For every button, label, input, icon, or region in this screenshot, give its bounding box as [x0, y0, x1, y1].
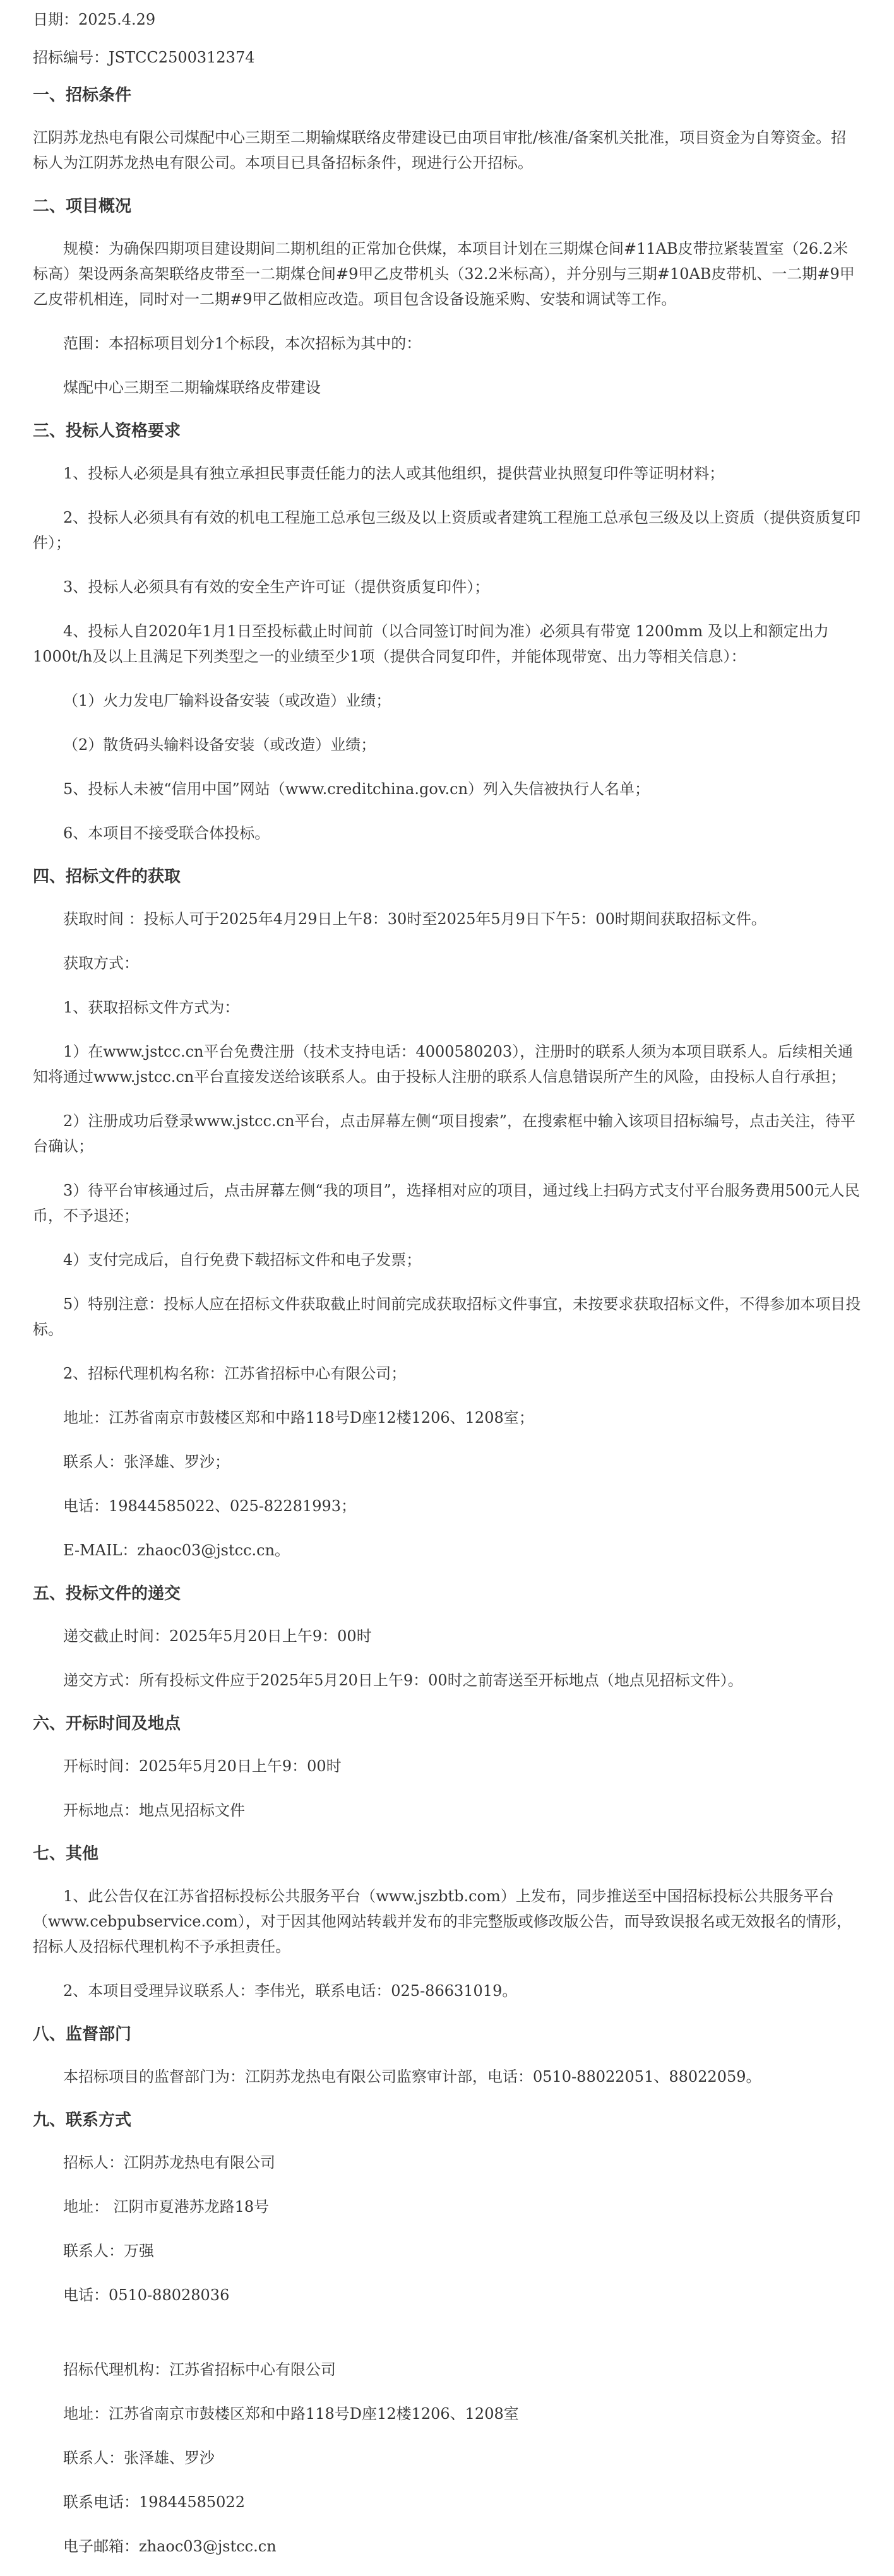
- acquisition-method-title: 获取方式：: [63, 954, 139, 972]
- contact-agency-name: 招标代理机构：江苏省招标中心有限公司: [63, 2361, 336, 2378]
- qualification-item: 5、投标人未被“信用中国”网站（www.creditchina.gov.cn）列入失信被执行人名单；: [63, 780, 650, 798]
- section-title-document-acquisition: 四、招标文件的获取: [33, 867, 181, 886]
- qualification-item: 1、投标人必须是具有独立承担民事责任能力的法人或其他组织，提供营业执照复印件等证明材料；: [63, 465, 725, 482]
- agency-email: E-MAIL：zhaoc03@jstcc.cn。: [63, 1541, 290, 1559]
- project-lot-name: 煤配中心三期至二期输煤联络皮带建设: [63, 379, 321, 396]
- contact-spacer: [33, 2327, 861, 2357]
- qualification-subitem: （2）散货码头输料设备安装（或改造）业绩；: [63, 736, 376, 754]
- qualification-item: 2、投标人必须具有有效的机电工程施工总承包三级及以上资质或者建筑工程施工总承包三级及以上资质（提供资质复印件）；: [33, 509, 861, 552]
- submission-deadline: 递交截止时间：2025年5月20日上午9：00时: [63, 1627, 372, 1645]
- acquisition-step: 1）在www.jstcc.cn平台免费注册（技术支持电话：4000580203），注册时的联系人须为本项目联系人。后续相关通知将通过www.jstcc.cn平台直接发送给该联系人。由于投标人注册的联系人信息错误所产生的风险，由投标人自行承担；: [33, 1043, 854, 1086]
- qualification-item: 4、投标人自2020年1月1日至投标截止时间前（以合同签订时间为准）必须具有带宽 1200mm 及以上和额定出力1000t/h及以上且满足下列类型之一的业绩至少1项（提供合同复印件，并能体现带宽、出力等相关信息）：: [33, 622, 829, 665]
- section-title-bidder-qualifications: 三、投标人资格要求: [33, 422, 181, 441]
- agency-contact: 联系人：张泽雄、罗沙；: [63, 1453, 230, 1471]
- contact-agency-email: 电子邮箱：zhaoc03@jstcc.cn: [63, 2537, 277, 2555]
- section-title-bid-opening: 六、开标时间及地点: [33, 1714, 181, 1733]
- bid-conditions-text: 江阴苏龙热电有限公司煤配中心三期至二期输煤联络皮带建设已由项目审批/核准/备案机关批准，项目资金为自筹资金。招标人为江阴苏龙热电有限公司。本项目已具备招标条件，现进行公开招标。: [33, 129, 847, 172]
- submission-method: 递交方式：所有投标文件应于2025年5月20日上午9：00时之前寄送至开标地点（地点见招标文件）。: [63, 1671, 743, 1689]
- tenderer-contact: 联系人：万强: [63, 2242, 154, 2260]
- section-title-bid-submission: 五、投标文件的递交: [33, 1584, 181, 1603]
- contact-agency-contact: 联系人：张泽雄、罗沙: [63, 2449, 215, 2467]
- opening-time: 开标时间：2025年5月20日上午9：00时: [63, 1757, 342, 1775]
- supervision-text: 本招标项目的监督部门为：江阴苏龙热电有限公司监察审计部，电话：0510-88022051、88022059。: [63, 2068, 761, 2086]
- acquisition-step: 5）特别注意：投标人应在招标文件获取截止时间前完成获取招标文件事宜，未按要求获取招标文件，不得参加本项目投标。: [33, 1295, 861, 1338]
- section-title-supervision: 八、监督部门: [33, 2025, 132, 2044]
- acquisition-step: 4）支付完成后，自行免费下载招标文件和电子发票；: [63, 1251, 422, 1269]
- agency-name: 2、招标代理机构名称：江苏省招标中心有限公司；: [63, 1365, 407, 1382]
- qualification-subitem: （1）火力发电厂输料设备安装（或改造）业绩；: [63, 692, 391, 709]
- tenderer-phone: 电话：0510-88028036: [63, 2286, 230, 2304]
- agency-address: 地址：江苏省南京市鼓楼区郑和中路118号D座12楼1206、1208室；: [63, 1409, 534, 1427]
- other-objection-contact: 2、本项目受理异议联系人：李伟光，联系电话：025-86631019。: [63, 1982, 518, 2000]
- acquisition-step: 3）待平台审核通过后，点击屏幕左侧“我的项目”，选择相对应的项目，通过线上扫码方式支付平台服务费用500元人民币，不予退还；: [33, 1182, 860, 1225]
- project-scope-text: 范围：本招标项目划分1个标段，本次招标为其中的：: [63, 335, 422, 352]
- section-title-bid-conditions: 一、招标条件: [33, 86, 132, 105]
- acquisition-step: 2）注册成功后登录www.jstcc.cn平台，点击屏幕左侧“项目搜索”，在搜索框中输入该项目招标编号，点击关注，待平台确认；: [33, 1112, 856, 1155]
- contact-agency-address: 地址：江苏省南京市鼓楼区郑和中路118号D座12楼1206、1208室: [63, 2405, 519, 2423]
- opening-place: 开标地点：地点见招标文件: [63, 1801, 245, 1819]
- qualification-item: 6、本项目不接受联合体投标。: [63, 824, 270, 842]
- section-title-contact: 九、联系方式: [33, 2111, 132, 2130]
- acquisition-time: 获取时间 ：投标人可于2025年4月29日上午8：30时至2025年5月9日下午5：00时期间获取招标文件。: [63, 910, 766, 928]
- tenderer-name: 招标人：江阴苏龙热电有限公司: [63, 2154, 275, 2171]
- section-title-project-overview: 二、项目概况: [33, 197, 132, 216]
- announcement-date: 日期：2025.4.29: [33, 11, 156, 28]
- project-scale-text: 规模：为确保四期项目建设期间二期机组的正常加仓供煤，本项目计划在三期煤仓间#11AB皮带拉紧装置室（26.2米标高）架设两条高架联络皮带至一二期煤仓间#9甲乙皮带机头（32.2米标高），并分别与三期#10AB皮带机、一二期#9甲乙皮带机相连，同时对一二期#9甲乙做相应改造。项目包含设备设施采购、安装和调试等工作。: [33, 240, 855, 308]
- tenderer-address: 地址： 江阴市夏港苏龙路18号: [63, 2198, 270, 2216]
- contact-agency-phone: 联系电话：19844585022: [63, 2493, 245, 2511]
- agency-phone: 电话：19844585022、025-82281993；: [63, 1497, 357, 1515]
- other-publication-note: 1、此公告仅在江苏省招标投标公共服务平台（www.jszbtb.com）上发布，同步推送至中国招标投标公共服务平台（www.cebpubservice.com），对于因其他网站转载并发布的非完整版或修改版公告，而导致误报名或无效报名的情形，招标人及招标代理机构不予承担责任。: [33, 1887, 852, 1956]
- bid-number: 招标编号：JSTCC2500312374: [33, 49, 255, 66]
- qualification-item: 3、投标人必须具有有效的安全生产许可证（提供资质复印件）；: [63, 578, 490, 596]
- acquisition-method-item: 1、获取招标文件方式为：: [63, 999, 240, 1016]
- section-title-other: 七、其他: [33, 1844, 99, 1863]
